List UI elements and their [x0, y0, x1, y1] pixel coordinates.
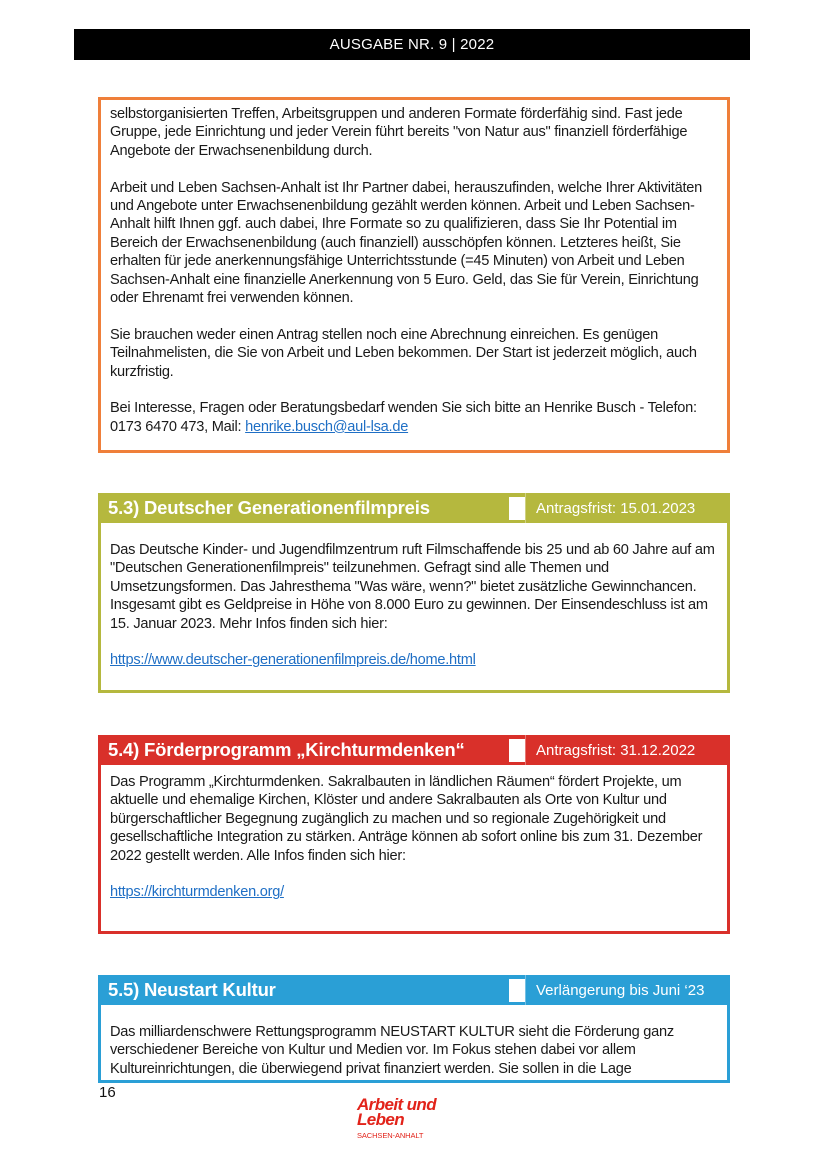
deadline-label: Antragsfrist: 31.12.2022: [525, 735, 730, 765]
arbeit-und-leben-logo: [357, 1097, 467, 1140]
section-body: [101, 765, 727, 902]
section-header: [98, 735, 730, 765]
logo-line-1: Arbeit und: [357, 1095, 436, 1114]
contact-email-link[interactable]: henrike.busch@aul-lsa.de: [245, 418, 409, 435]
section-kirchturmdenken: [98, 735, 730, 934]
contact-text: Bei Interesse, Fragen oder Beratungsbedarf wenden Sie sich bitte an Henrike Busch - Telefon: 0173 6470 473, Mail:: [110, 400, 697, 435]
section-neustart-kultur: [98, 975, 730, 1083]
section-body: [101, 1005, 727, 1078]
issue-header-bar: [74, 29, 750, 60]
section-header: [98, 493, 730, 523]
section-header: [98, 975, 730, 1005]
intro-paragraph: selbstorganisierten Treffen, Arbeitsgruppen und anderen Formate förderfähig sind. Fast jede Gruppe, jede Einrichtung und jeder Verein führt bereits "von Natur aus" finanziell förderfähige Angebote der Erwachsenenbildung durch.: [110, 106, 688, 159]
deadline-label: Verlängerung bis Juni ‘23: [525, 975, 730, 1005]
intro-paragraph: Sie brauchen weder einen Antrag stellen noch eine Abrechnung einreichen. Es genügen Teilnahmelisten, die Sie von Arbeit und Leben bekommen. Der Start ist jederzeit möglich, auch kurzfristig.: [110, 326, 697, 380]
section-generationenfilmpreis: [98, 493, 730, 693]
section-body: [101, 523, 727, 670]
contact-paragraph: [110, 399, 718, 436]
intro-paragraph: Arbeit und Leben Sachsen-Anhalt ist Ihr Partner dabei, herauszufinden, welche Ihrer Aktivitäten und Angebote unter Erwachsenenbildung gezählt werden können. Arbeit und Leben Sachsen-Anhalt hilft Ihnen ggf. auch dabei, Ihre Formate so zu qualifizieren, dass Sie Ihr Potential im Bereich der Erwachsenenbildung (auch finanziell) ausschöpfen können. Letzteres heißt, Sie erhalten für jede anerkennungsfähige Unterrichtsstunde (=45 Minuten) von Arbeit und Leben Sachsen-Anhalt eine finanzielle Anerkennung von 5 Euro. Geld, das Sie für Verein, Einrichtung oder Ehrenamt frei verwenden können.: [110, 179, 702, 307]
header-divider-block: [509, 497, 525, 520]
intro-info-box: [98, 97, 730, 453]
section-text: Das milliardenschwere Rettungsprogramm NEUSTART KULTUR sieht die Förderung ganz verschiedener Bereiche von Kultur und Medien vor. Im Fokus stehen dabei vor allem Kultureinrichtungen, die überwiegend privat finanziert werden. Sie sollen in die Lage: [110, 1024, 674, 1077]
section-title: 5.5) Neustart Kultur: [108, 979, 276, 1000]
page-number: 16: [99, 1084, 116, 1101]
issue-label: AUSGABE NR. 9 | 2022: [329, 36, 495, 53]
section-title: 5.4) Förderprogramm „Kirchturmdenken“: [108, 739, 465, 760]
header-divider-block: [509, 979, 525, 1002]
section-link[interactable]: https://www.deutscher-generationenfilmpreis.de/home.html: [110, 652, 476, 669]
logo-subtitle: SACHSEN-ANHALT: [357, 1131, 424, 1140]
section-text: Das Programm „Kirchturmdenken. Sakralbauten in ländlichen Räumen“ fördert Projekte, um aktuelle und ehemalige Kirchen, Klöster und andere Sakralbauten als Orte von Kultur und bürgerschaftlicher Begegnung zugänglich zu machen und so regionale Zugehörigkeit und gesellschaftliche Integration zu stärken. Anträge können ab sofort online bis zum 31. Dezember 2022 gestellt werden. Alle Infos finden sich hier:: [110, 774, 703, 864]
deadline-label: Antragsfrist: 15.01.2023: [525, 493, 730, 523]
header-divider-block: [509, 739, 525, 762]
logo-line-2: Leben: [357, 1110, 405, 1129]
section-link[interactable]: https://kirchturmdenken.org/: [110, 884, 284, 901]
section-text: Das Deutsche Kinder- und Jugendfilmzentrum ruft Filmschaffende bis 25 und ab 60 Jahre auf am "Deutschen Generationenfilmpreis" teilzunehmen. Gefragt sind alle Themen und Umsetzungsformen. Das Jahresthema "Was wäre, wenn?" bietet zusätzliche Gewinnchancen. Insgesamt gibt es Geldpreise in Höhe von 8.000 Euro zu gewinnen. Der Einsendeschluss ist am 15. Januar 2023. Mehr Infos finden sich hier:: [110, 542, 715, 632]
section-title: 5.3) Deutscher Generationenfilmpreis: [108, 497, 430, 518]
